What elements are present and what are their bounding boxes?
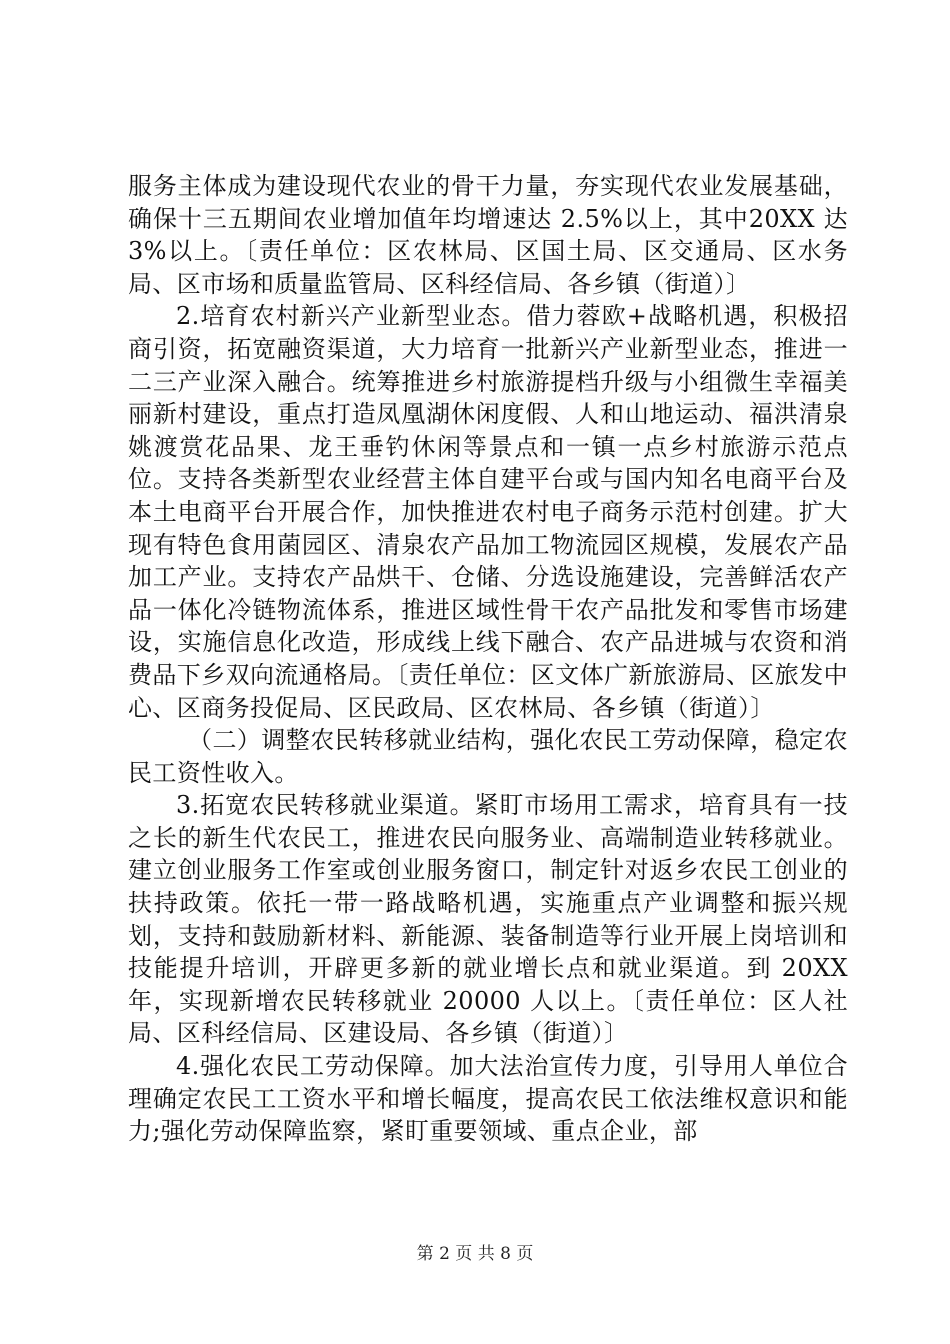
page-footer: 第 2 页 共 8 页: [416, 1244, 534, 1264]
paragraph-continuation: 服务主体成为建设现代农业的骨干力量，夯实现代农业发展基础，确保十三五期间农业增加值年均增速达 2.5%以上，其中20XX 达 3%以上。〔责任单位：区农林局、区国土局、区交通局、区水务局、区市场和质量监管局、区科经信局、各乡镇（街道）〕: [128, 172, 848, 298]
paragraph-item-4: 4.强化农民工劳动保障。加大法治宣传力度，引导用人单位合理确定农民工工资水平和增长幅度，提高农民工依法维权意识和能力;强化劳动保障监察，紧盯重要领域、重点企业，部: [128, 1052, 848, 1146]
paragraph-item-3: 3.拓宽农民转移就业渠道。紧盯市场用工需求，培育具有一技之长的新生代农民工，推进农民向服务业、高端制造业转移就业。建立创业服务工作室或创业服务窗口，制定针对返乡农民工创业的扶持政策。依托一带一路战略机遇，实施重点产业调整和振兴规划，支持和鼓励新材料、新能源、装备制造等行业开展上岗培训和技能提升培训，开辟更多新的就业增长点和就业渠道。到 20XX 年，实现新增农民转移就业 20000 人以上。〔责任单位：区人社局、区科经信局、区建设局、各乡镇（街道）〕: [128, 791, 848, 1048]
section-heading-2: （二）调整农民转移就业结构，强化农民工劳动保障，稳定农民工资性收入。: [128, 726, 848, 787]
document-body: [128, 170, 848, 1148]
paragraph-item-2: 2.培育农村新兴产业新型业态。借力蓉欧+战略机遇，积极招商引资，拓宽融资渠道，大力培育一批新兴产业新型业态，推进一二三产业深入融合。统筹推进乡村旅游提档升级与小组微生幸福美丽新村建设，重点打造凤凰湖休闲度假、人和山地运动、福洪清泉姚渡赏花品果、龙王垂钓休闲等景点和一镇一点乡村旅游示范点位。支持各类新型农业经营主体自建平台或与国内知名电商平台及本土电商平台开展合作，加快推进农村电子商务示范村创建。扩大现有特色食用菌园区、清泉农产品加工物流园区规模，发展农产品加工产业。支持农产品烘干、仓储、分选设施建设，完善鲜活农产品一体化冷链物流体系，推进区域性骨干农产品批发和零售市场建设，实施信息化改造，形成线上线下融合、农产品进城与农资和消费品下乡双向流通格局。〔责任单位：区文体广新旅游局、区旅发中心、区商务投促局、区民政局、区农林局、各乡镇（街道）〕: [128, 302, 848, 722]
